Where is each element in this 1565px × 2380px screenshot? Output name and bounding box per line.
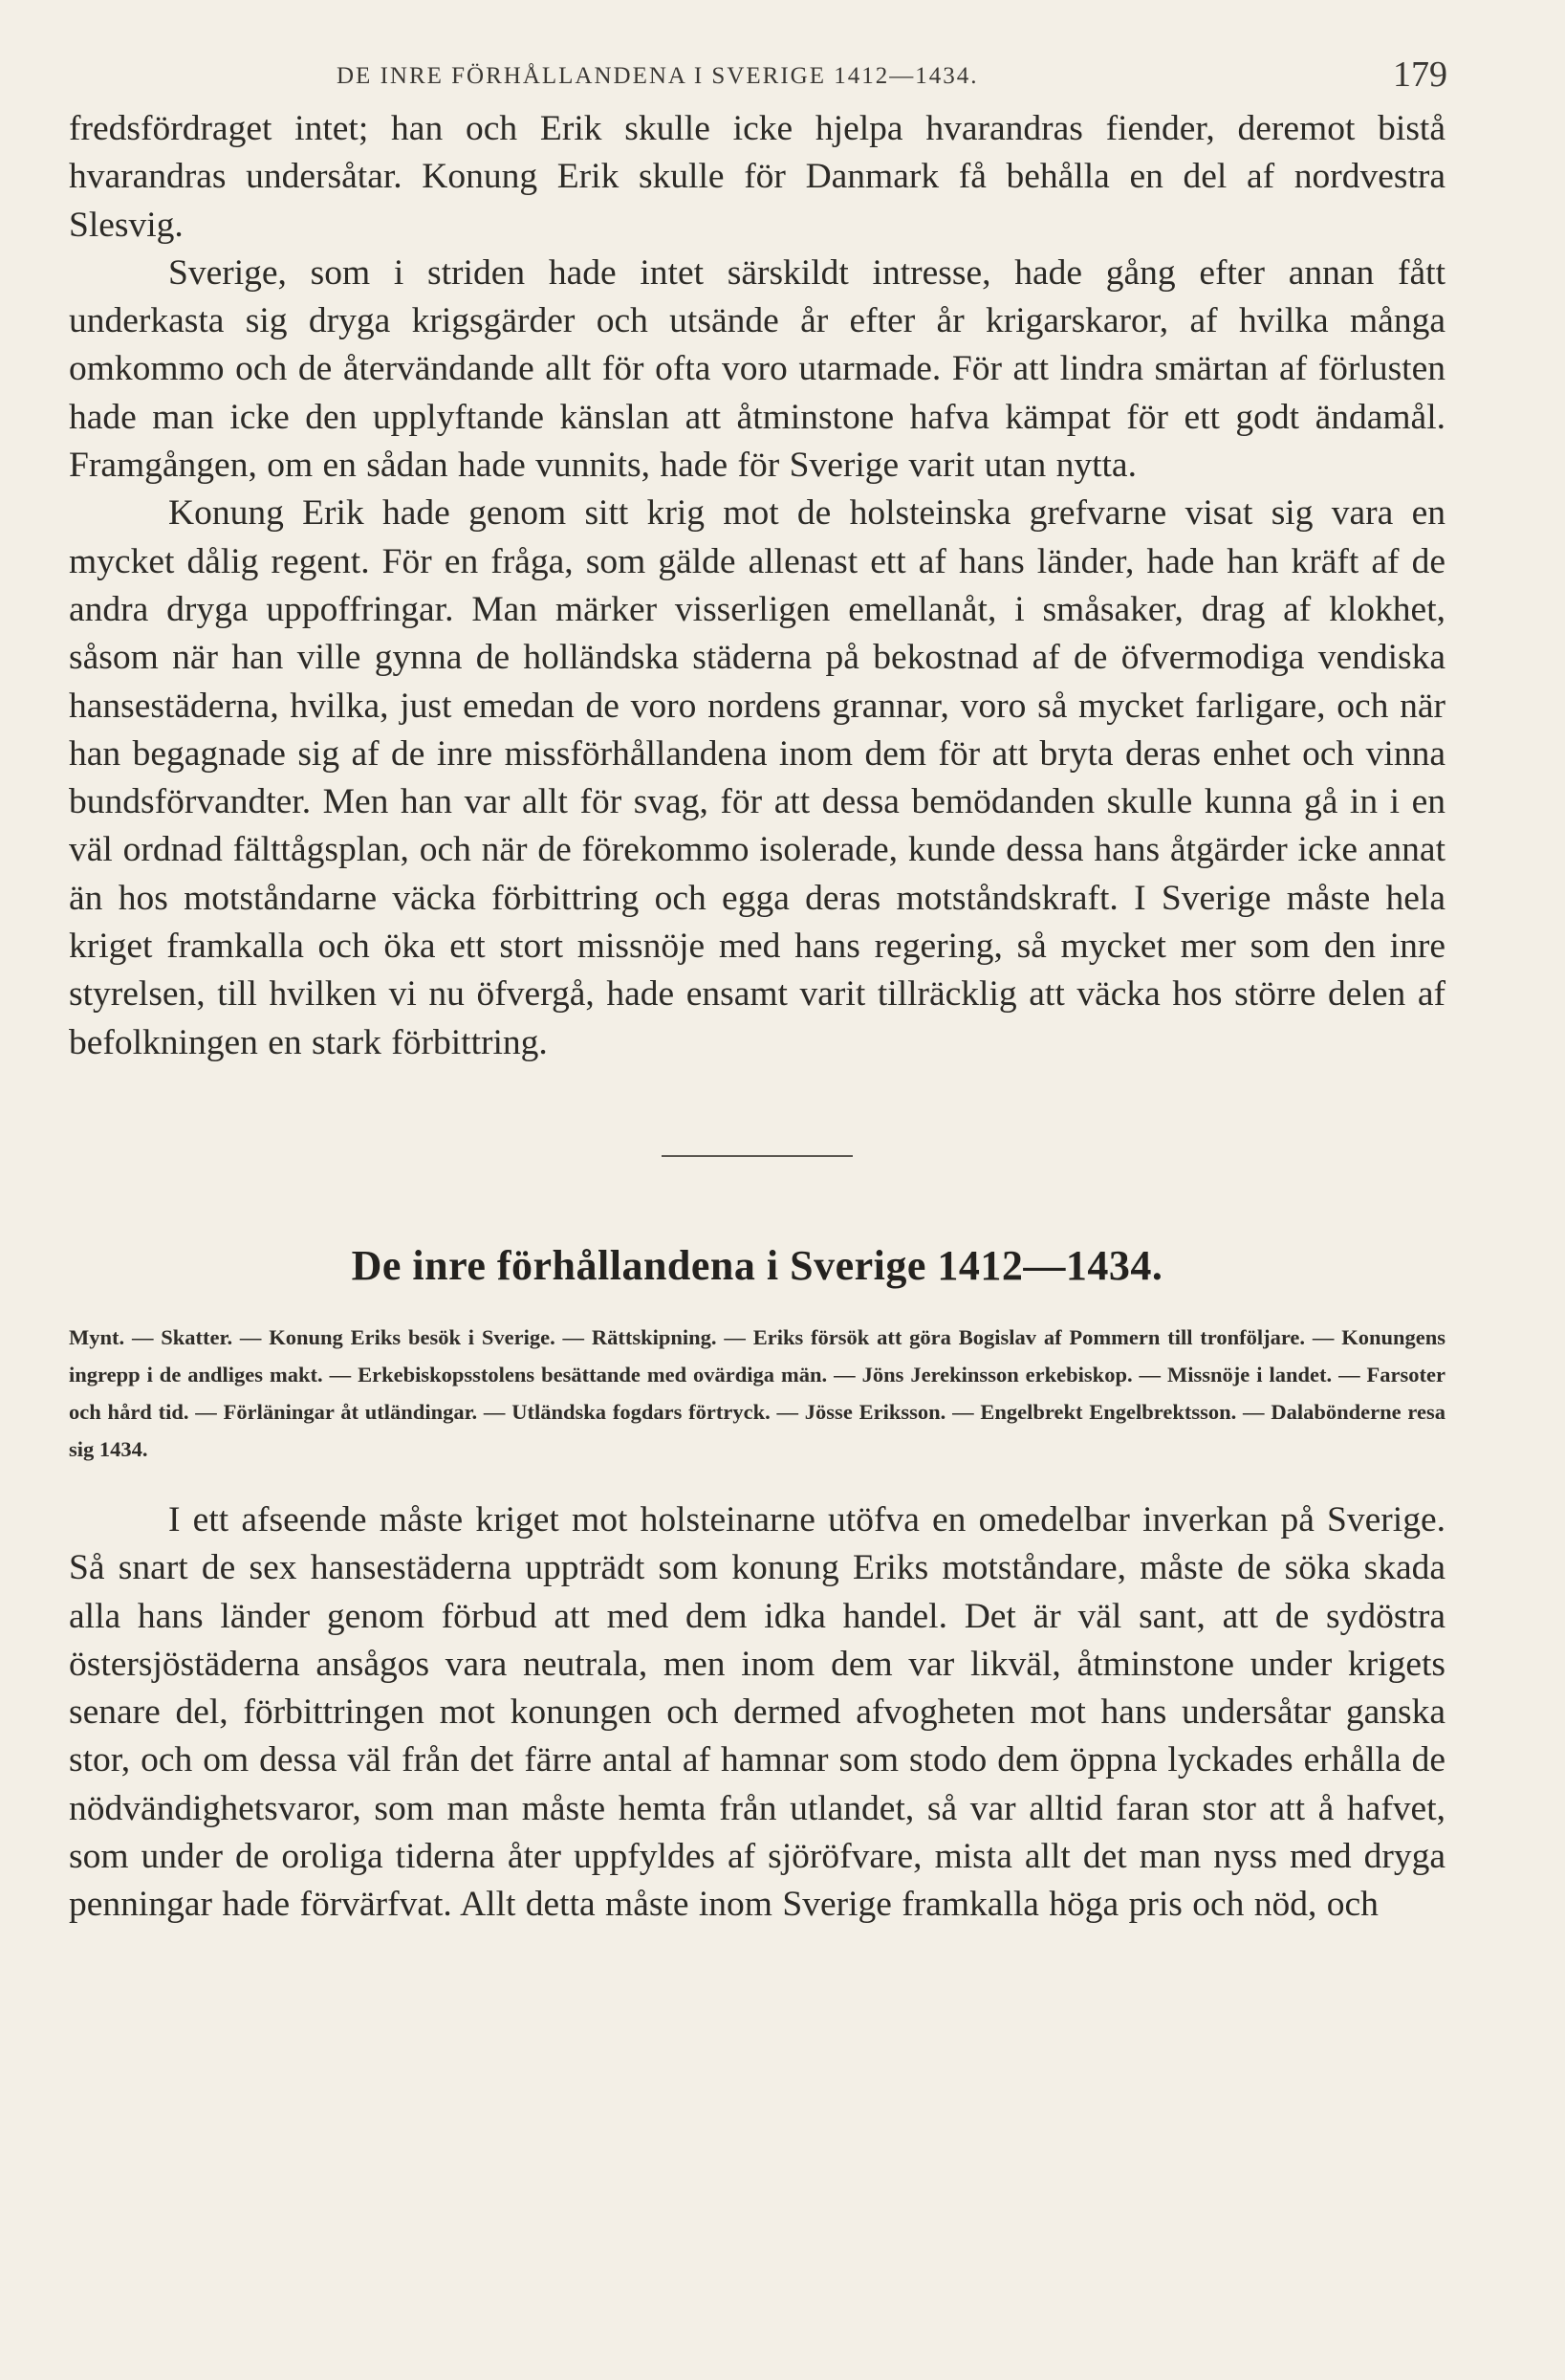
section-summary: Mynt. — Skatter. — Konung Eriks besök i Sverige. — Rättskipning. — Eriks försök att göra Bogislav af Pommern till tronföljare. — Konungens ingrepp i de andliges makt. — Erkebiskopsstolens besättande med ovärdiga män. — Jöns Jerekinsson erkebiskop. — Missnöje i landet. — Farsoter och hård tid. — Förläningar åt utländingar. — Utländska fogdars förtryck. — Jösse Eriksson. — Engelbrekt Engelbrektsson. — Dalabönderne resa sig 1434. bbox=[69, 1324, 1445, 1461]
book-page bbox=[69, 48, 1445, 1930]
section-text bbox=[69, 1496, 1445, 1930]
section-divider bbox=[662, 1155, 853, 1157]
section-title: De inre förhållandena i Sverige 1412—1434. bbox=[351, 1241, 1163, 1289]
paragraph-continuation: fredsfördraget intet; han och Erik skulle icke hjelpa hvarandras fiender, deremot bistå hvarandras undersåtar. Konung Erik skulle för Danmark få behålla en del af nordvestra Slesvig. bbox=[69, 109, 1445, 245]
paragraph: I ett afseende måste kriget mot holsteinarne utöfva en omedelbar inverkan på Sverige. Så snart de sex hansestäderna uppträdt som konung Eriks motståndare, måste de söka skada alla hans länder genom förbud att med dem idka handel. Det är väl sant, att de sydöstra östersjöstäderna ansågos vara neutrala, men inom dem var likväl, åtminstone under krigets senare del, förbittringen mot konungen och dermed afvogheten mot hans undersåtar ganska stor, och om dessa väl från det färre antal af hamnar som stodo dem öppna lyckades erhålla de nödvändighetsvaror, som man måste hemta från utlandet, så var alltid faran stor att å hafvet, som under de oroliga tiderna åter uppfyldes af sjöröfvare, mista allt det man nyss med dryga penningar hade förvärfvat. Allt detta måste inom Sverige framkalla höga pris och nöd, och bbox=[69, 1499, 1445, 1925]
chapter-text-top bbox=[69, 105, 1445, 1067]
paragraph: Sverige, som i striden hade intet särskildt intresse, hade gång efter annan fått underkasta sig dryga krigsgärder och utsände år efter år krigarskaror, af hvilka många omkommo och de återvändande allt för ofta voro utarmade. För att lindra smärtan af förlusten hade man icke den upplyftande känslan att åtminstone hafva kämpat för ett godt ändamål. Framgången, om en sådan hade vunnits, hade för Sverige varit utan nytta. bbox=[69, 252, 1445, 486]
paragraph: Konung Erik hade genom sitt krig mot de holsteinska grefvarne visat sig vara en mycket dålig regent. För en fråga, som gälde allenast ett af hans länder, hade han kräft af de andra dryga uppoffringar. Man märker visserligen emellanåt, i småsaker, drag af klokhet, såsom när han ville gynna de holländska städerna på bekostnad af de öfvermodiga vendiska hansestäderna, hvilka, just emedan de voro nordens grannar, voro så mycket farligare, och när han begagnade sig af de inre missförhållandena inom dem för att bryta deras enhet och vinna bundsförvandter. Men han var allt för svag, för att dessa bemödanden skulle kunna gå in i en väl ordnad fälttågsplan, och när de förekommo isolerade, kunde dessa hans åtgärder icke annat än hos motståndarne väcka förbittring och egga deras motståndskraft. I Sverige måste hela kriget framkalla och öka ett stort missnöje med hans regering, så mycket mer som den inre styrelsen, till hvilken vi nu öfvergå, hade ensamt varit tillräcklig att väcka hos större delen af befolkningen en stark förbittring. bbox=[69, 493, 1445, 1062]
running-head bbox=[69, 48, 1445, 105]
page-number: 179 bbox=[1393, 55, 1447, 95]
running-title: DE INRE FÖRHÅLLANDENA I SVERIGE 1412—1434. bbox=[337, 63, 979, 89]
